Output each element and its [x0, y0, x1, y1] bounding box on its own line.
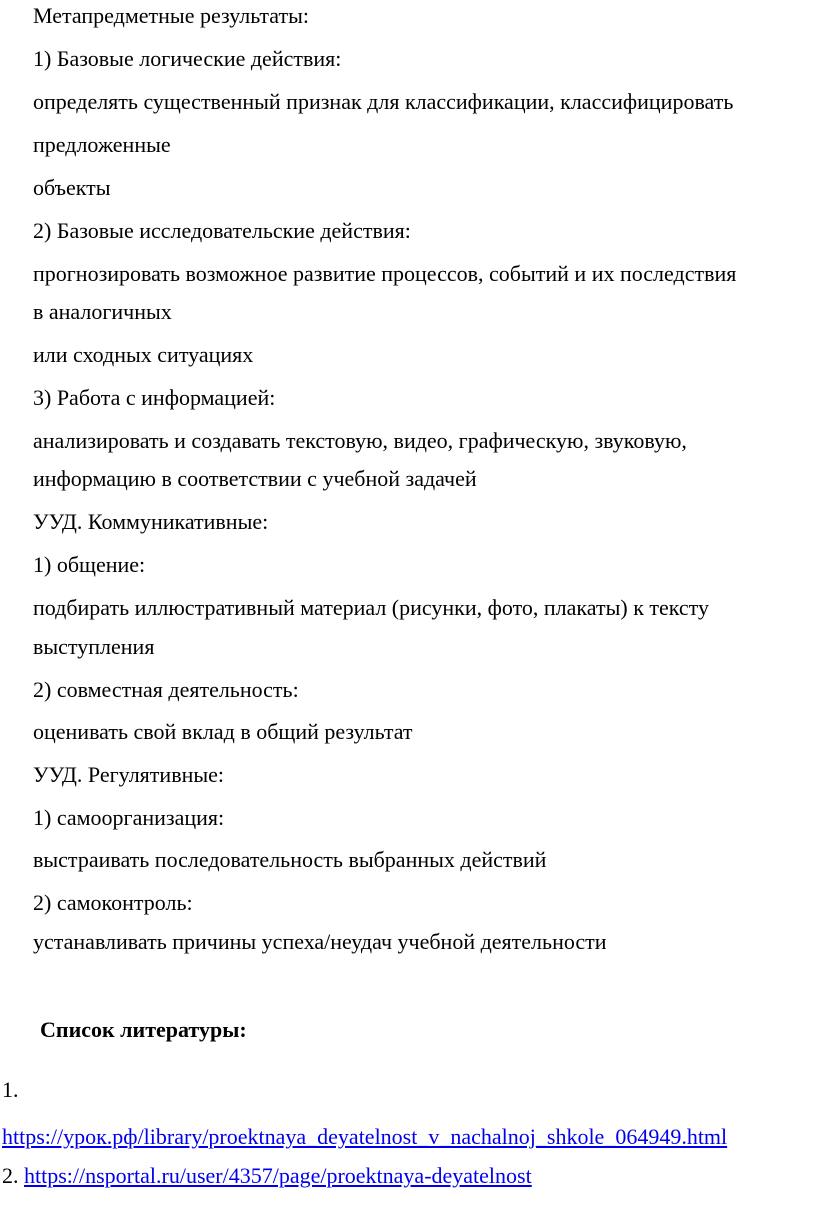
text-line: анализировать и создавать текстовую, видео, графическую, звуковую, — [33, 428, 687, 453]
text-line: информацию в соответствии с учебной задачей — [33, 466, 477, 491]
text-line: УУД. Коммуникативные: — [33, 509, 269, 534]
text-line: 2) самоконтроль: — [33, 890, 193, 915]
text-line: 2) совместная деятельность: — [33, 677, 299, 702]
text-line: устанавливать причины успеха/неудач учебной деятельности — [33, 929, 607, 954]
text-line: прогнозировать возможное развитие процессов, событий и их последствия — [33, 261, 737, 286]
text-line: 3) Работа с информацией: — [33, 385, 276, 410]
text-line: объекты — [33, 175, 111, 200]
literature-item-number: 1. — [2, 1077, 19, 1102]
text-line: 1) общение: — [33, 552, 146, 577]
text-line: предложенные — [33, 132, 171, 157]
text-line: или сходных ситуациях — [33, 342, 254, 367]
text-line: УУД. Регулятивные: — [33, 762, 225, 787]
text-line: подбирать иллюстративный материал (рисунки, фото, плакаты) к тексту — [33, 595, 709, 620]
text-line: 1) Базовые логические действия: — [33, 46, 342, 71]
literature-title: Список литературы: — [40, 1017, 247, 1042]
text-line: 2) Базовые исследовательские действия: — [33, 218, 411, 243]
text-line: в аналогичных — [33, 299, 172, 324]
text-line: выстраивать последовательность выбранных действий — [33, 847, 547, 872]
text-line: определять существенный признак для классификации, классифицировать — [33, 89, 734, 114]
text-line: 1) самоорганизация: — [33, 805, 225, 830]
literature-item-number: 2. — [2, 1163, 19, 1188]
literature-link-1[interactable]: https://урок.рф/library/proektnaya_deyatelnost_v_nachalnoj_shkole_064949.html — [2, 1124, 728, 1149]
metasubject-heading: Метапредметные результаты: — [33, 3, 310, 28]
literature-link-2[interactable]: https://nsportal.ru/user/4357/page/proektnaya-deyatelnost — [24, 1163, 532, 1188]
text-line: оценивать свой вклад в общий результат — [33, 719, 413, 744]
text-line: выступления — [33, 634, 155, 659]
